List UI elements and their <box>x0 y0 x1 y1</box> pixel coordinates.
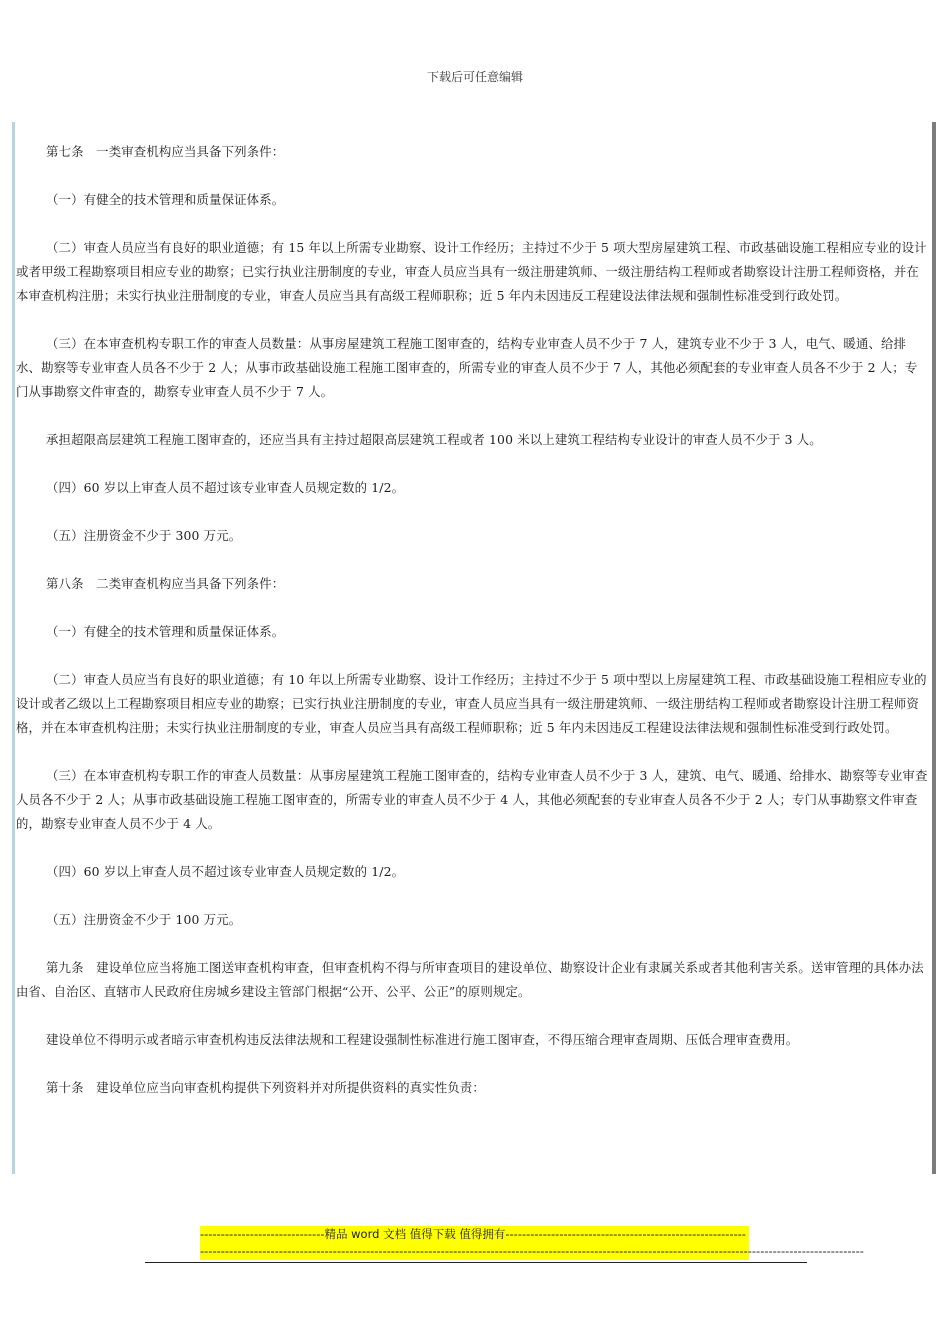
footer-banner-line-1: ------------------------------精品 word 文档 值得下载 值得拥有---------------------------------------------------------- <box>200 1227 747 1241</box>
article-7-item-3: （三）在本审查机构专职工作的审查人员数量：从事房屋建筑工程施工图审查的，结构专业审查人员不少于 7 人，建筑专业不少于 3 人，电气、暖通、给排水、勘察等专业审查人员各不少于 2 人；从事市政基础设施工程施工图审查的，所需专业的审查人员不少于 7 人，其他必须配套的专业审查人员各不少于 2 人；专门从事勘察文件审查的，勘察专业审查人员不少于 7 人。 <box>16 336 918 399</box>
article-9-supplement: 建设单位不得明示或者暗示审查机构违反法律法规和工程建设强制性标准进行施工图审查，不得压缩合理审查周期、压低合理审查费用。 <box>46 1032 799 1047</box>
footer-divider <box>145 1262 807 1263</box>
article-7-item-5: （五）注册资金不少于 300 万元。 <box>46 528 242 543</box>
article-8-item-4: （四）60 岁以上审查人员不超过该专业审查人员规定数的 1/2。 <box>46 864 405 879</box>
article-8-item-2: （二）审查人员应当有良好的职业道德；有 10 年以上所需专业勘察、设计工作经历；主持过不少于 5 项中型以上房屋建筑工程、市政基础设施工程相应专业的设计或者乙级以上工程勘察项目相应专业的勘察；已实行执业注册制度的专业，审查人员应当具有一级注册建筑师、一级注册结构工程师或者勘察设计注册工程师资格，并在本审查机构注册；未实行执业注册制度的专业，审查人员应当具有高级工程师职称；近 5 年内未因违反工程建设法律法规和强制性标准受到行政处罚。 <box>16 672 927 735</box>
document-body <box>16 140 928 1124</box>
footer-banner-line-2: ---------------------------------------------------------------------------------------------------------------------------------------------------------------- <box>200 1244 864 1258</box>
article-7-item-1: （一）有健全的技术管理和质量保证体系。 <box>46 192 285 207</box>
article-8-item-3: （三）在本审查机构专职工作的审查人员数量：从事房屋建筑工程施工图审查的，结构专业审查人员不少于 3 人，建筑、电气、暖通、给排水、勘察等专业审查人员各不少于 2 人；从事市政基础设施工程施工图审查的，所需专业的审查人员不少于 4 人，其他必须配套的专业审查人员各不少于 2 人；专门从事勘察文件审查的，勘察专业审查人员不少于 4 人。 <box>16 768 928 831</box>
article-10-heading: 第十条 建设单位应当向审查机构提供下列资料并对所提供资料的真实性负责： <box>46 1080 485 1095</box>
article-7-supplement: 承担超限高层建筑工程施工图审查的，还应当具有主持过超限高层建筑工程或者 100 米以上建筑工程结构专业设计的审查人员不少于 3 人。 <box>46 432 822 447</box>
article-7-item-4: （四）60 岁以上审查人员不超过该专业审查人员规定数的 1/2。 <box>46 480 405 495</box>
page-header: 下载后可任意编辑 <box>426 70 523 84</box>
article-9: 第九条 建设单位应当将施工图送审查机构审查，但审查机构不得与所审查项目的建设单位、勘察设计企业有隶属关系或者其他利害关系。送审管理的具体办法由省、自治区、直辖市人民政府住房城乡建设主管部门根据“公开、公平、公正”的原则规定。 <box>16 960 924 999</box>
footer-banner <box>200 1226 864 1260</box>
article-7-item-2: （二）审查人员应当有良好的职业道德；有 15 年以上所需专业勘察、设计工作经历；主持过不少于 5 项大型房屋建筑工程、市政基础设施工程相应专业的设计或者甲级工程勘察项目相应专业的勘察；已实行执业注册制度的专业，审查人员应当具有一级注册建筑师、一级注册结构工程师或者勘察设计注册工程师资格，并在本审查机构注册；未实行执业注册制度的专业，审查人员应当具有高级工程师职称；近 5 年内未因违反工程建设法律法规和强制性标准受到行政处罚。 <box>16 240 927 303</box>
article-8-item-5: （五）注册资金不少于 100 万元。 <box>46 912 242 927</box>
article-7-heading: 第七条 一类审查机构应当具备下列条件： <box>46 144 285 159</box>
article-8-item-1: （一）有健全的技术管理和质量保证体系。 <box>46 624 285 639</box>
article-8-heading: 第八条 二类审查机构应当具备下列条件： <box>46 576 285 591</box>
